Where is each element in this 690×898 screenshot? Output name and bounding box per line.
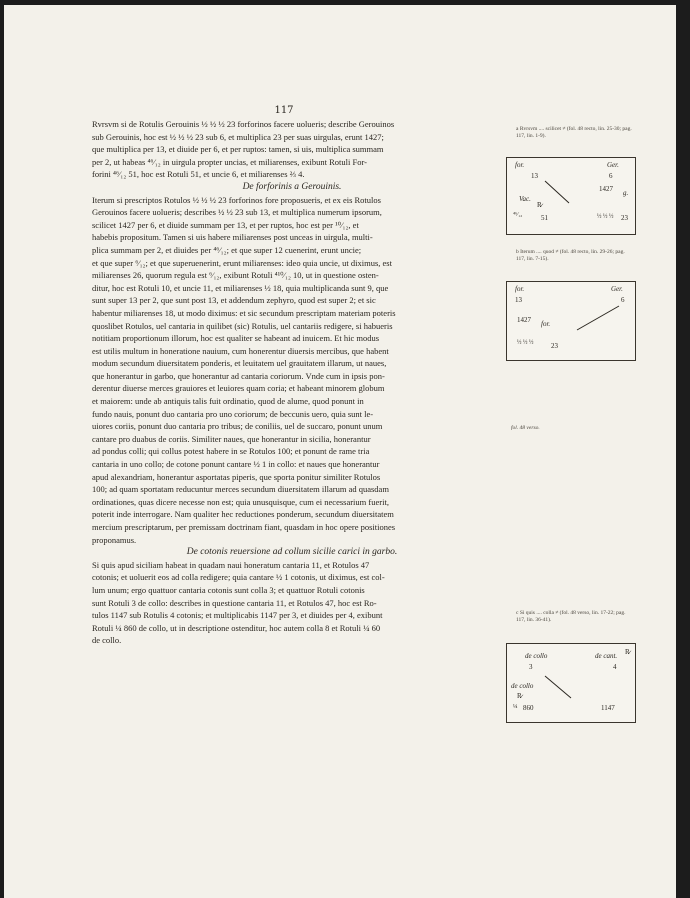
box-value: 3 bbox=[529, 663, 533, 671]
box-value: 860 bbox=[523, 704, 534, 712]
text-line: sunt super 13 per 2, que sunt post 13, et addendum zephyro, quod est super 2; et sic bbox=[92, 295, 376, 306]
text-line: mercium prescriptarum, per premissam doctrinam fiant, quasdam in hoc opere positiones bbox=[92, 522, 396, 532]
box-symbol: R̷ bbox=[625, 648, 630, 656]
text-line: Rotuli ¼ 860 de collo, ut in descriptione ostenditur, hoc autem colla 8 et Rotuli ¼ 60 bbox=[92, 622, 381, 633]
box-value: 13 bbox=[515, 296, 522, 304]
section-heading: De forforinis a Gerouinis. bbox=[242, 181, 342, 192]
text-line: ordinationes, quas dicere necesse non est; quia unusquisque, cum ei necessarium fuerit, bbox=[92, 496, 389, 507]
text-line: apud alexandriam, honerantur asportatas piperis, que sporta ponitur similiter Rotulos bbox=[92, 471, 381, 482]
calculation-box bbox=[506, 157, 636, 235]
book-page bbox=[4, 5, 676, 898]
marginal-note: c Si quis .... colla ≠ (fol. 48 verso, lin. 17-22; pag. 117, lin. 36-41). bbox=[516, 610, 626, 623]
text-line: sub Gerouinis, hoc est ½ ½ ½ 23 sub 6, et multiplica 23 per suas uirgulas, erunt 1427; bbox=[92, 131, 384, 142]
box-label: de cant. bbox=[595, 652, 618, 660]
text-line: que multiplica per 13, et diuide per 6, et per ruptos: tamen, si uis, multiplica summam bbox=[92, 144, 384, 155]
text-line: lum unum; ergo quattuor cantaria cotonis sunt colla 3; et quattuor Rotuli cotonis bbox=[92, 584, 365, 595]
box-value: 4 bbox=[613, 663, 617, 671]
box-value: 1427 bbox=[599, 185, 613, 193]
text-line: et maiorem: unde ab antiquis talis fuit ordinatio, quod de alume, quod ponunt in bbox=[92, 396, 364, 407]
text-line: forini ⁴⁶⁄₁₂ 51, hoc est Rotuli 51, et uncie 6, et miliarenses ⅔ 4. bbox=[92, 169, 305, 180]
box-value: 6 bbox=[621, 296, 625, 304]
text-line: Si quis apud siciliam habeat in quadam naui honeratum cantaria 11, et Rotulos 47 bbox=[92, 559, 370, 570]
box-label: Ger. bbox=[607, 161, 619, 169]
text-line: sunt Rotuli 3 de collo: describes in questione cantaria 11, et Rotulos 47, hoc est Ro- bbox=[92, 597, 377, 608]
box-symbol: R̷ bbox=[537, 201, 542, 209]
text-line: fundo nauis, ponunt duo cantaria pro uno coriorum; de beccunis uero, quia sunt le- bbox=[92, 408, 374, 419]
text-line: notitiam proportionum illorum, hoc est qualiter se habeant ad inuicem. Et hic modus bbox=[92, 333, 380, 344]
text-line: per 2, ut habeas ⁴⁶⁄₁₂ in uirgula propter uncias, et miliarenses, exibunt Rotuli For- bbox=[92, 156, 367, 167]
box-fraction: ½ ½ ½ bbox=[517, 340, 534, 346]
text-line: Rvrsvm si de Rotulis Gerouinis ½ ½ ½ 23 forforinos facere uolueris; describe Gerouinos bbox=[92, 119, 395, 129]
text-line: plica summam per 2, et diuides per ⁴⁶⁄₁₂; et que super 12 cuenerint, erunt uncie; bbox=[92, 244, 362, 255]
text-line: tulos 1147 sub Rotulis 4 cotonis; et multiplicabis 1147 per 3, et diuides per 4, exibunt bbox=[92, 610, 383, 621]
box-value: 13 bbox=[531, 172, 538, 180]
text-line: derentur diuerse merces grauiores et leuiores quam coria; et habeant minorem globum bbox=[92, 383, 385, 394]
text-line: est utilis multum in honeratione nauium, cum honerentur diuersis mercibus, que habent bbox=[92, 345, 389, 356]
text-line: ditur, hoc est Rotuli 10, et uncie 11, et miliarenses ½ 18, quia multiplicanda sunt 9, que bbox=[92, 282, 389, 293]
box-fraction: ¼ bbox=[513, 704, 518, 710]
text-line: et que super ⁶⁄₁₂; et que superuenerint, erunt miliarenses: ideo quia uncie, ut diximus, est bbox=[92, 257, 392, 268]
marginal-note: a Rvrsvm .... scilicet ≠ (fol. 48 recto, lin. 25-30; pag. 117, lin. 1-9). bbox=[516, 126, 632, 139]
box-label: Ger. bbox=[611, 285, 623, 293]
box-label: de collo bbox=[511, 682, 534, 690]
box-value: 23 bbox=[551, 342, 558, 350]
text-line: ad pondus colli; qui collus potest habere in se Rotulos 100; et ponunt de rame tria bbox=[92, 446, 370, 457]
main-text-column bbox=[92, 118, 492, 647]
section-heading: De cotonis reuersione ad collum sicilie carici in garbo. bbox=[186, 547, 398, 558]
box-label: g. bbox=[623, 189, 629, 197]
text-line: 100; ad quam sportatam reducuntur merces secundum diuersitatem illarum ad quasdam bbox=[92, 484, 389, 495]
text-line: Gerouinos facere uolueris; describes ½ ½ 23 sub 13, et multiplica numerum ipsorum, bbox=[92, 207, 382, 218]
text-line: cantare pro duabus de coriis. Similiter naues, que honerantur in sicilia, honerantur bbox=[92, 433, 371, 444]
text-line: habebis propositum. Tamen si uis habere miliarenses post unceas in uirgula, multi- bbox=[92, 232, 373, 243]
box-label: for. bbox=[515, 161, 525, 169]
text-line: Iterum si prescriptos Rotulos ½ ½ ½ 23 forforinos fore proposueris, et ex eis Rotulos bbox=[92, 194, 381, 205]
text-line: modum secundum diuersitatem ponderis, et leuitatem uel grauitatem illarum, ut naues, bbox=[92, 358, 387, 369]
folio-note: fol. 48 verso. bbox=[511, 425, 540, 431]
calculation-box bbox=[506, 281, 636, 361]
box-symbol: R̷ bbox=[517, 692, 522, 700]
box-value: 23 bbox=[621, 214, 628, 222]
box-label: for. bbox=[541, 320, 551, 328]
box-value: 1427 bbox=[517, 316, 531, 324]
text-line: miliarenses 26, quorum regula est ⁶⁄₁₂, exibunt Rotuli ⁴¹⁰⁄₁₂ 10, ut in questione osten- bbox=[92, 270, 379, 281]
text-line: cantaria in uno collo; de cotone ponunt cantare ½ 1 in collo: et naues que honerantur bbox=[92, 459, 380, 470]
page-number: 117 bbox=[274, 105, 294, 116]
text-line: habentur miliarenses 18, ut modo diximus: et sic secundum prescriptam materiam poteris bbox=[92, 307, 396, 318]
box-fraction: ½ ½ ½ bbox=[597, 214, 614, 220]
text-line: que honerantur in garbo, que honerantur ad cantaria coriorum. Vnde cum in ipsis pon- bbox=[92, 370, 385, 381]
text-line: scilicet 1427 per 6, et diuide summam per 13, et per ruptos, hoc est per ¹⁰⁄₁₂, et bbox=[92, 219, 359, 230]
box-label: de collo bbox=[525, 652, 548, 660]
text-line: quoslibet Rotulos, uel cantaria in quilibet (sic) Rotulis, uel cantariis redigere, si habueris bbox=[92, 320, 393, 331]
text-line: cotonis; et uoluerit eos ad colla redigere; quia cantare ½ 1 cotonis, ut diximus, est col- bbox=[92, 572, 385, 583]
box-value: 6 bbox=[609, 172, 613, 180]
box-label: for. bbox=[515, 285, 525, 293]
text-line: proponamus. bbox=[92, 534, 137, 545]
text-line: de collo. bbox=[92, 635, 122, 646]
box-fraction: ⁴⁶⁄₁₂ bbox=[513, 212, 523, 218]
box-value: 51 bbox=[541, 214, 548, 222]
box-label: Vac. bbox=[519, 195, 531, 203]
box-value: 1147 bbox=[601, 704, 615, 712]
marginal-note: b Iterum .... quod ≠ (fol. 48 recto, lin. 29-26; pag. 117, lin. 7-15). bbox=[516, 249, 625, 262]
text-line: uiores coriis, ponunt duo cantaria pro tribus; de coniliis, uel de succaro, ponunt unum bbox=[92, 421, 383, 432]
calculation-box bbox=[506, 643, 636, 723]
text-line: poterit inde interrogare. Nam qualiter hec reductiones ponderum, secundum diuersitatem bbox=[92, 509, 394, 520]
